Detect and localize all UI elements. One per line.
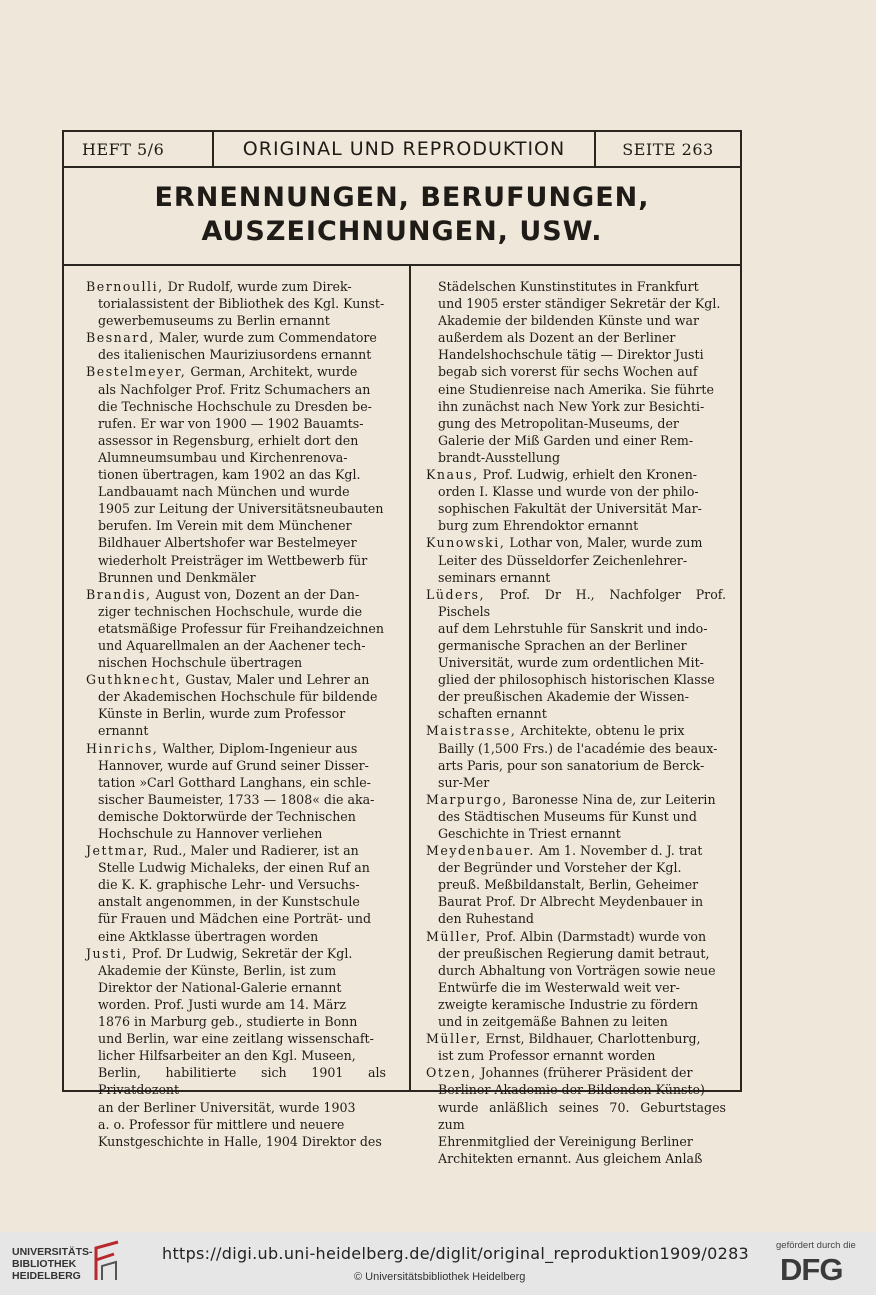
page-frame bbox=[62, 130, 742, 1166]
entry-first-line bbox=[86, 671, 386, 688]
entry-first-line bbox=[86, 945, 386, 962]
entry-first-line bbox=[426, 791, 726, 808]
entry-line: orden I. Klasse und wurde von der philo- bbox=[438, 484, 699, 500]
entry-name: Guthknecht, bbox=[86, 672, 182, 688]
entry-line: Alumneumsumbau und Kirchenrenova- bbox=[98, 449, 348, 465]
entry-line: des italienischen Mauriziusordens ernannt bbox=[98, 347, 372, 363]
left-column bbox=[86, 278, 386, 1150]
entry-line: der Akademischen Hochschule für bildende bbox=[98, 689, 378, 705]
entry-line: rufen. Er war von 1900 — 1902 Bauamts- bbox=[98, 415, 364, 431]
funding-note: gefördert durch die bbox=[776, 1240, 856, 1251]
section-title bbox=[64, 166, 740, 266]
entry-name: Bestelmeyer, bbox=[86, 364, 187, 380]
entry-name: Lüders, bbox=[426, 586, 485, 602]
entry-text: Baronesse Nina de, zur Leiterin bbox=[511, 791, 716, 807]
entry-line: durch Abhaltung von Vorträgen sowie neue bbox=[438, 962, 716, 978]
entry-line: sischer Baumeister, 1733 — 1808« die aka- bbox=[98, 791, 375, 807]
entry-line: Architekten ernannt. Aus gleichem Anlaß bbox=[438, 1150, 703, 1166]
entry-text: Prof. Albin (Darmstadt) wurde von bbox=[485, 928, 707, 944]
issue-label: HEFT 5/6 bbox=[64, 132, 214, 166]
entry-text: Gustav, Maler und Lehrer an bbox=[185, 672, 370, 688]
entry-first-line bbox=[86, 586, 386, 603]
entry-line: Akademie der Künste, Berlin, ist zum bbox=[98, 962, 337, 978]
entry-name: Meydenbauer. bbox=[426, 843, 535, 859]
entry-text: Prof. Dr Ludwig, Sekretär der Kgl. bbox=[131, 945, 353, 961]
entry-line: begab sich vorerst für sechs Wochen auf bbox=[438, 364, 698, 380]
entry-text: Maler, wurde zum Commendatore bbox=[158, 330, 377, 346]
entry-line: auf dem Lehrstuhle für Sanskrit und indo- bbox=[438, 620, 708, 636]
entry-line: sur-Mer bbox=[438, 774, 490, 790]
entry-line: preuß. Meßbildanstalt, Berlin, Geheimer bbox=[438, 877, 699, 893]
entry-line: seminars ernannt bbox=[438, 569, 551, 585]
entry-line: berufen. Im Verein mit dem Münchener bbox=[98, 518, 352, 534]
entry-text: Rud., Maler und Radierer, ist an bbox=[152, 843, 359, 859]
entry-first-line bbox=[426, 534, 726, 551]
entry-line: der preußischen Akademie der Wissen- bbox=[438, 689, 690, 705]
entry-name: Bernoulli, bbox=[86, 279, 164, 294]
entry-line: torialassistent der Bibliothek des Kgl. Kunst- bbox=[98, 296, 385, 312]
entry-line: demische Doktorwürde der Technischen bbox=[98, 808, 356, 824]
entry-first-line bbox=[426, 1030, 726, 1047]
right-column bbox=[426, 278, 726, 1167]
entry-name: Brandis, bbox=[86, 586, 152, 602]
entry-line: Städelschen Kunstinstitutes in Frankfurt bbox=[438, 279, 699, 294]
entry-line: der preußischen Regierung damit betraut, bbox=[438, 945, 710, 961]
entry-text: Johannes (früherer Präsident der bbox=[480, 1065, 693, 1081]
entry-line: schaften ernannt bbox=[438, 706, 547, 722]
entry-line: Hochschule zu Hannover verliehen bbox=[98, 826, 323, 841]
entry-line: Handelshochschule tätig — Direktor Justi bbox=[438, 347, 704, 363]
entry-line: für Frauen und Mädchen eine Porträt- und bbox=[98, 911, 372, 927]
entry-text: Prof. Ludwig, erhielt den Kronen- bbox=[482, 467, 698, 483]
entry-line: an der Berliner Universität, wurde 1903 bbox=[98, 1099, 356, 1115]
entry-name: Besnard, bbox=[86, 330, 155, 346]
library-emblem-icon bbox=[92, 1240, 122, 1284]
entry-line: außerdem als Dozent an der Berliner bbox=[438, 330, 676, 346]
entry-line: licher Hilfsarbeiter an den Kgl. Museen, bbox=[98, 1048, 356, 1064]
entry-line: 1876 in Marburg geb., studierte in Bonn bbox=[98, 1014, 358, 1030]
entry-text: Architekte, obtenu le prix bbox=[520, 723, 685, 739]
entry-line: germanische Sprachen an der Berliner bbox=[438, 637, 687, 653]
entry-line: sophischen Fakultät der Universität Mar- bbox=[438, 501, 702, 517]
entry-line: Leiter des Düsseldorfer Zeichenlehrer- bbox=[438, 552, 688, 568]
dfg-logo[interactable]: DFG bbox=[780, 1252, 843, 1287]
entry-name: Knaus, bbox=[426, 467, 479, 483]
entry-name: Müller, bbox=[426, 928, 482, 944]
entry-line: assessor in Regensburg, erhielt dort den bbox=[98, 432, 359, 448]
entry-line: Entwürfe die im Westerwald weit ver- bbox=[438, 979, 680, 995]
entry-text: German, Architekt, wurde bbox=[190, 364, 358, 380]
entry-name: Jettmar, bbox=[86, 843, 149, 859]
entry-first-line bbox=[86, 740, 386, 757]
entry-line: ist zum Professor ernannt worden bbox=[438, 1048, 656, 1064]
entry-line: anstalt angenommen, in der Kunstschule bbox=[98, 894, 360, 910]
entry-line: worden. Prof. Justi wurde am 14. März bbox=[98, 996, 346, 1012]
entry-first-line bbox=[86, 278, 386, 295]
entry-line: den Ruhestand bbox=[438, 911, 534, 927]
entry-line: und Berlin, war eine zeitlang wissenschaft- bbox=[98, 1031, 374, 1047]
entry-line: ihn zunächst nach New York zur Besichti- bbox=[438, 398, 705, 414]
entry-first-line bbox=[86, 329, 386, 346]
entry-text: Walther, Diplom-Ingenieur aus bbox=[162, 740, 358, 756]
entry-text: Ernst, Bildhauer, Charlottenburg, bbox=[485, 1031, 701, 1047]
entry-line: und Aquarellmalen an der Aachener tech- bbox=[98, 637, 366, 653]
entry-name: Justi, bbox=[86, 945, 128, 961]
title-line-1: ERNENNUNGEN, BERUFUNGEN, bbox=[154, 182, 650, 213]
entry-text: Lothar von, Maler, wurde zum bbox=[509, 535, 703, 551]
entry-line: Bailly (1,500 Frs.) de l'académie des beaux- bbox=[438, 740, 718, 756]
entry-first-line bbox=[86, 363, 386, 380]
entry-line: und in zeitgemäße Bahnen zu leiten bbox=[438, 1014, 668, 1030]
text-columns bbox=[64, 266, 740, 1166]
entry-line: Brunnen und Denkmäler bbox=[98, 569, 256, 585]
viewer-footer bbox=[0, 1232, 876, 1295]
entry-line: nischen Hochschule übertragen bbox=[98, 655, 303, 671]
entry-first-line bbox=[86, 842, 386, 859]
entry-line: gewerbemuseums zu Berlin ernannt bbox=[98, 313, 330, 329]
entry-line: die K. K. graphische Lehr- und Versuchs- bbox=[98, 877, 360, 893]
library-line-1: UNIVERSITÄTS- bbox=[12, 1246, 93, 1258]
entry-first-line bbox=[426, 842, 726, 859]
entry-name: Maistrasse, bbox=[426, 723, 517, 739]
entry-line: tionen übertragen, kam 1902 an das Kgl. bbox=[98, 467, 361, 483]
entry-line: des Städtischen Museums für Kunst und bbox=[438, 808, 697, 824]
entry-line: gung des Metropolitan-Museums, der bbox=[438, 415, 679, 431]
entry-text: Dr Rudolf, wurde zum Direk- bbox=[167, 279, 352, 294]
entry-text: Am 1. November d. J. trat bbox=[538, 843, 703, 859]
journal-title: ORIGINAL UND REPRODUKTION bbox=[214, 132, 596, 166]
entry-line: der Begründer und Vorsteher der Kgl. bbox=[438, 860, 682, 876]
entry-line: Baurat Prof. Dr Albrecht Meydenbauer in bbox=[438, 894, 704, 910]
entry-line: Geschichte in Triest ernannt bbox=[438, 826, 621, 841]
entry-line: Hannover, wurde auf Grund seiner Disser- bbox=[98, 757, 369, 773]
entry-line: und 1905 erster ständiger Sekretär der Kgl. bbox=[438, 296, 721, 312]
entry-line: die Technische Hochschule zu Dresden be- bbox=[98, 398, 372, 414]
entry-line: Künste in Berlin, wurde zum Professor bbox=[98, 706, 346, 722]
entry-line: Universität, wurde zum ordentlichen Mit- bbox=[438, 655, 704, 671]
page-number: SEITE 263 bbox=[622, 139, 714, 159]
permalink-url[interactable]: https://digi.ub.uni-heidelberg.de/diglit/original_reproduktion1909/0283 bbox=[162, 1244, 750, 1263]
entry-text: August von, Dozent an der Dan- bbox=[155, 586, 360, 602]
entry-line: tation »Carl Gotthard Langhans, ein schle- bbox=[98, 774, 371, 790]
entry-line: Akademie der bildenden Künste und war bbox=[438, 313, 700, 329]
entry-name: Otzen, bbox=[426, 1065, 477, 1081]
entry-line: Landbauamt nach München und wurde bbox=[98, 484, 350, 500]
entry-first-line bbox=[426, 466, 726, 483]
entry-text: Prof. Dr H., Nachfolger Prof. Pischels bbox=[438, 586, 726, 619]
entry-line: burg zum Ehrendoktor ernannt bbox=[438, 518, 639, 534]
library-line-3: HEIDELBERG bbox=[12, 1270, 81, 1282]
entry-first-line bbox=[426, 928, 726, 945]
entry-name: Kunowski, bbox=[426, 535, 506, 551]
entry-first-line bbox=[426, 722, 726, 739]
column-divider bbox=[409, 266, 411, 1090]
entry-line: Berliner Akademie der Bildenden Künste) bbox=[438, 1082, 705, 1098]
entry-line: Ehrenmitglied der Vereinigung Berliner bbox=[438, 1133, 693, 1149]
entry-line: arts Paris, pour son sanatorium de Berck- bbox=[438, 757, 705, 773]
entry-first-line bbox=[426, 586, 726, 620]
title-line-2: AUSZEICHNUNGEN, USW. bbox=[201, 216, 603, 247]
entry-line: eine Studienreise nach Amerika. Sie führte bbox=[438, 381, 714, 397]
entry-line: etatsmäßige Professur für Freihandzeichnen bbox=[98, 620, 384, 636]
entry-line: Berlin, habilitierte sich 1901 als Privatdozent bbox=[98, 1065, 386, 1098]
entry-line: Kunstgeschichte in Halle, 1904 Direktor des bbox=[98, 1133, 382, 1149]
entry-line: Bildhauer Albertshofer war Bestelmeyer bbox=[98, 535, 357, 551]
library-logo[interactable] bbox=[12, 1246, 93, 1282]
copyright-notice: © Universitätsbibliothek Heidelberg bbox=[354, 1271, 526, 1283]
entry-line: glied der philosophisch historischen Klasse bbox=[438, 672, 715, 688]
entry-line: eine Aktklasse übertragen worden bbox=[98, 928, 319, 944]
entry-line: a. o. Professor für mittlere und neuere bbox=[98, 1116, 345, 1132]
entry-line: zweigte keramische Industrie zu fördern bbox=[438, 996, 699, 1012]
entry-line: 1905 zur Leitung der Universitätsneubauten bbox=[98, 501, 384, 517]
entry-line: brandt-Ausstellung bbox=[438, 449, 561, 465]
entry-line: ernannt bbox=[98, 723, 149, 739]
library-line-2: BIBLIOTHEK bbox=[12, 1258, 77, 1270]
running-header bbox=[64, 132, 740, 168]
entry-name: Marpurgo, bbox=[426, 791, 508, 807]
entry-line: als Nachfolger Prof. Fritz Schumachers an bbox=[98, 381, 371, 397]
entry-first-line bbox=[426, 1064, 726, 1081]
entry-name: Hinrichs, bbox=[86, 740, 159, 756]
entry-line: wiederholt Preisträger im Wettbewerb für bbox=[98, 552, 368, 568]
entry-line: ziger technischen Hochschule, wurde die bbox=[98, 603, 363, 619]
entry-line: Stelle Ludwig Michaleks, der einen Ruf an bbox=[98, 860, 370, 876]
entry-line: wurde anläßlich seines 70. Geburtstages zum bbox=[438, 1099, 726, 1132]
entry-line: Direktor der National-Galerie ernannt bbox=[98, 979, 342, 995]
entry-line: Galerie der Miß Garden und einer Rem- bbox=[438, 432, 694, 448]
entry-name: Müller, bbox=[426, 1031, 482, 1047]
